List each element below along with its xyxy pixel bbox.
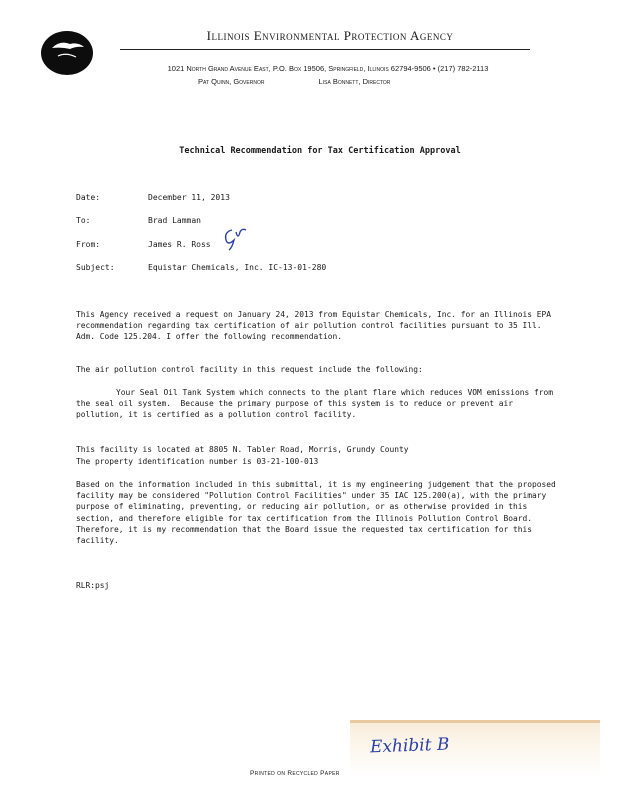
exhibit-label: Exhibit B bbox=[369, 734, 450, 758]
signature-initials-icon bbox=[220, 224, 252, 252]
recycled-paper-footer: Printed on Recycled Paper bbox=[250, 770, 340, 777]
header-subject bbox=[76, 263, 326, 272]
header-to bbox=[76, 216, 201, 225]
paragraph-recommendation: Based on the information included in this submittal, it is my engineering judgement that the proposed facility may be considered "Pollution Control Facilities" under 35 IAC 125.200(a), with the primary purpose of eliminating, preventing, or reducing air pollution, or as otherwise provided in this section, and therefore eligible for tax certification from the Illinois Pollution Control Board. Therefore, it is my recommendation that the Board issue the requested tax certification for this facility. bbox=[76, 480, 561, 546]
paragraph-pin: The property identification number is 03-21-100-013 bbox=[76, 457, 319, 466]
director-name: Lisa Bonnett, Director bbox=[318, 77, 391, 86]
to-label: To: bbox=[76, 216, 91, 225]
paragraph-facility: Your Seal Oil Tank System which connects to the plant flare which reduces VOM emissions from the seal oil system. Because the primary purpose of this system is to reduce or prevent air pollution, it is certified as a pollution control facility. bbox=[76, 388, 558, 420]
date-value: December 11, 2013 bbox=[148, 193, 230, 202]
subject-value: Equistar Chemicals, Inc. IC-13-01-280 bbox=[148, 263, 327, 272]
governor-name: Pat Quinn, Governor bbox=[198, 77, 265, 86]
to-value: Brad Lamman bbox=[148, 216, 201, 225]
paragraph-request: This Agency received a request on January 24, 2013 from Equistar Chemicals, Inc. for an Illinois EPA recommendation regarding tax certification of air pollution control facilities pursuant to 35 Ill. Adm. Code 125.204. I offer the following recommendation. bbox=[76, 310, 556, 342]
initials: RLR:psj bbox=[76, 581, 110, 590]
agency-officials bbox=[198, 77, 390, 86]
document-title: Technical Recommendation for Tax Certification Approval bbox=[179, 146, 461, 156]
agency-name: Illinois Environmental Protection Agency bbox=[206, 28, 454, 43]
subject-label: Subject: bbox=[76, 263, 115, 272]
letterhead-rule bbox=[120, 49, 530, 50]
agency-seal-icon bbox=[40, 30, 94, 76]
from-value: James R. Ross bbox=[148, 240, 211, 249]
date-label: Date: bbox=[76, 193, 101, 202]
from-label: From: bbox=[76, 240, 101, 249]
agency-address: 1021 North Grand Avenue East, P.O. Box 19506, Springfield, Illinois 62794-9506 • (217) 782-2113 bbox=[167, 64, 489, 73]
header-date bbox=[76, 193, 230, 202]
paragraph-location: This facility is located at 8805 N. Tabler Road, Morris, Grundy County bbox=[76, 445, 409, 454]
header-from bbox=[76, 240, 211, 249]
exhibit-sticker-edge bbox=[350, 720, 600, 723]
paragraph-intro: The air pollution control facility in this request include the following: bbox=[76, 365, 423, 374]
